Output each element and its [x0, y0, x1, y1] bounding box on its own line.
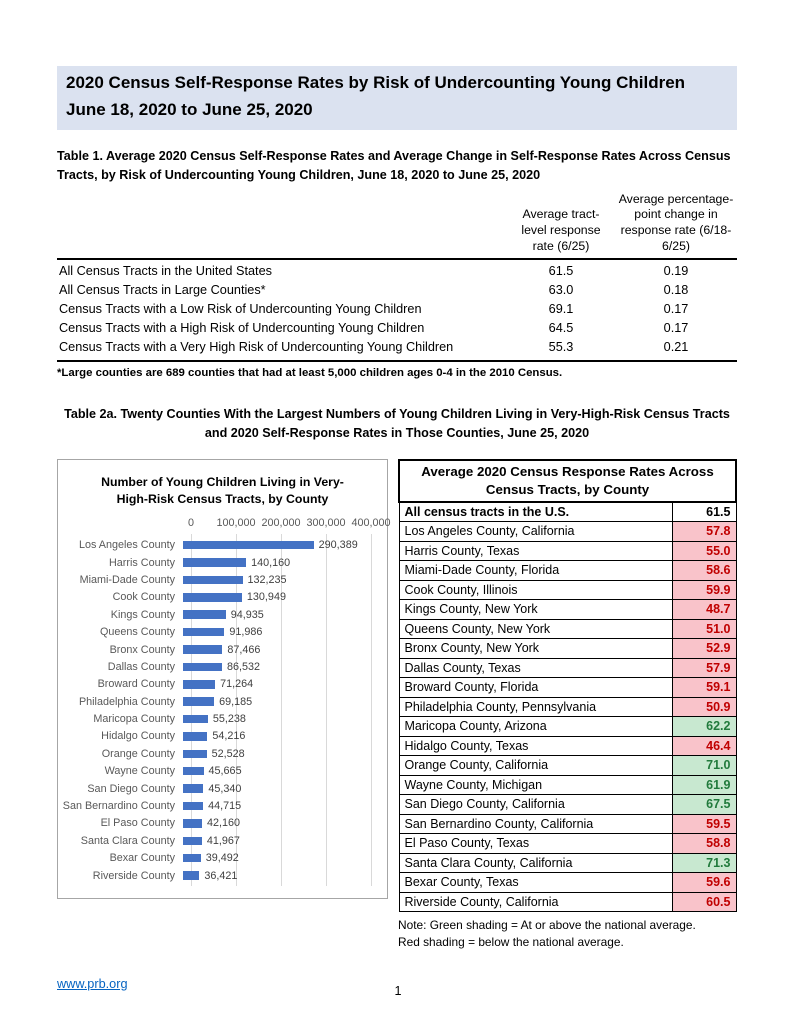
page-title-line-1: 2020 Census Self-Response Rates by Risk of Undercounting Young Children: [66, 73, 686, 92]
chart-row: [58, 623, 387, 640]
table-row: [57, 281, 737, 300]
page-number: 1: [394, 984, 402, 998]
county-rates-table: [398, 459, 737, 912]
rate-value: 55.3: [548, 339, 574, 354]
rate-value: 46.4: [672, 736, 736, 756]
chart-row: [58, 763, 387, 780]
rate-value: 61.5: [672, 502, 736, 522]
chart-category-label: Maricopa County: [93, 713, 175, 726]
table1-rows: [57, 260, 737, 362]
chart-row: [58, 589, 387, 606]
rate-value: 69.1: [548, 301, 574, 316]
page-title-line-2: June 18, 2020 to June 25, 2020: [66, 99, 313, 119]
rate-value: 60.5: [672, 892, 736, 912]
table-row: [399, 756, 736, 776]
chart-row: [58, 676, 387, 693]
chart-bar-track: [183, 589, 363, 606]
chart-bar: [183, 871, 199, 880]
row-label: Census Tracts with a Very High Risk of Undercounting Young Children: [59, 339, 454, 354]
table-row: [57, 338, 737, 357]
rate-value: 59.6: [672, 873, 736, 893]
chart-category-label: Hidalgo County: [101, 730, 175, 743]
table-row: [399, 814, 736, 834]
chart-bar: [183, 697, 214, 706]
change-value: 0.19: [663, 264, 689, 279]
chart-row: [58, 536, 387, 553]
row-label: Maricopa County, Arizona: [399, 717, 672, 737]
chart-value-label: 69,185: [219, 695, 253, 708]
axis-tick-label: 0: [187, 517, 195, 530]
chart-value-label: 41,967: [206, 834, 240, 847]
rate-value: 71.3: [672, 853, 736, 873]
chart-bar: [183, 802, 203, 811]
rate-value: 58.8: [672, 834, 736, 854]
table2a-caption: [57, 405, 737, 443]
table1-footnote: *Large counties are 689 counties that had at least 5,000 children ages 0-4 in the 2010 Census.: [57, 367, 563, 380]
chart-x-axis: [187, 517, 391, 531]
chart-bar-track: [183, 745, 363, 762]
chart-category-label: Santa Clara County: [80, 834, 175, 847]
us-total-row: [399, 502, 736, 522]
table-row: [399, 834, 736, 854]
chart-row: [58, 641, 387, 658]
chart-value-label: 45,665: [208, 765, 242, 778]
change-value: 0.21: [663, 339, 689, 354]
chart-row: [58, 850, 387, 867]
chart-bar-track: [183, 676, 363, 693]
chart-bar-track: [183, 763, 363, 780]
chart-bar: [183, 610, 226, 619]
chart-value-label: 55,238: [212, 713, 246, 726]
rate-value: 67.5: [672, 795, 736, 815]
chart-bar-track: [183, 797, 363, 814]
chart-value-label: 52,528: [211, 747, 245, 760]
chart-category-label: Kings County: [110, 608, 175, 621]
row-label: Dallas County, Texas: [399, 658, 672, 678]
row-label: Bexar County, Texas: [399, 873, 672, 893]
chart-bar-track: [183, 606, 363, 623]
chart-bar: [183, 819, 202, 828]
county-table-body: [399, 502, 736, 912]
table1-col1-header: Average tract-level response rate (6/25): [521, 207, 601, 254]
chart-row: [58, 693, 387, 710]
chart-category-label: Riverside County: [92, 869, 175, 882]
table-row: [399, 873, 736, 893]
chart-value-label: 39,492: [205, 852, 239, 865]
chart-bar: [183, 854, 201, 863]
row-label: San Diego County, California: [399, 795, 672, 815]
chart-row: [58, 867, 387, 884]
chart-value-label: 130,949: [246, 591, 286, 604]
row-label: Orange County, California: [399, 756, 672, 776]
row-label: Miami-Dade County, Florida: [399, 561, 672, 581]
table-row: [399, 600, 736, 620]
chart-category-label: Queens County: [99, 626, 175, 639]
chart-bar-track: [183, 780, 363, 797]
county-table-header-line-2: Census Tracts, by County: [485, 482, 650, 497]
row-label: Hidalgo County, Texas: [399, 736, 672, 756]
table-row: [399, 853, 736, 873]
chart-category-label: Miami-Dade County: [79, 573, 175, 586]
table-row: [399, 717, 736, 737]
chart-bar: [183, 767, 204, 776]
table-row: [399, 522, 736, 542]
chart-category-label: El Paso County: [100, 817, 175, 830]
table1-header-row: [57, 192, 737, 261]
chart-bar: [183, 680, 215, 689]
axis-tick-label: 300,000: [306, 517, 346, 530]
chart-bar-track: [183, 815, 363, 832]
chart-category-label: Los Angeles County: [78, 539, 175, 552]
row-label: Wayne County, Michigan: [399, 775, 672, 795]
table-row: [399, 580, 736, 600]
rate-value: 51.0: [672, 619, 736, 639]
chart-row: [58, 658, 387, 675]
chart-bar-track: [183, 658, 363, 675]
row-label: Santa Clara County, California: [399, 853, 672, 873]
chart-row: [58, 815, 387, 832]
chart-value-label: 132,235: [247, 573, 287, 586]
rate-value: 61.9: [672, 775, 736, 795]
chart-category-label: Bronx County: [109, 643, 175, 656]
chart-row: [58, 832, 387, 849]
chart-value-label: 71,264: [220, 678, 254, 691]
chart-bar-track: [183, 850, 363, 867]
rate-value: 48.7: [672, 600, 736, 620]
chart-bar: [183, 732, 207, 741]
chart-category-label: Cook County: [112, 591, 175, 604]
chart-value-label: 44,715: [208, 800, 242, 813]
table-row: [399, 892, 736, 912]
row-label: Harris County, Texas: [399, 541, 672, 561]
chart-bar-track: [183, 728, 363, 745]
chart-category-label: Philadelphia County: [78, 695, 175, 708]
chart-category-label: Bexar County: [109, 852, 175, 865]
table2a-caption-line-1: Table 2a. Twenty Counties With the Largest Numbers of Young Children Living in Very-High-Risk Census Tracts: [64, 407, 730, 422]
chart-row: [58, 745, 387, 762]
chart-rows: [58, 534, 387, 884]
rate-value: 50.9: [672, 697, 736, 717]
table-row: [399, 678, 736, 698]
chart-bar-track: [183, 832, 363, 849]
rate-value: 62.2: [672, 717, 736, 737]
row-label: Queens County, New York: [399, 619, 672, 639]
shading-note-line-1: Note: Green shading = At or above the national average.: [398, 918, 696, 933]
table-row: [399, 697, 736, 717]
chart-bar-track: [183, 693, 363, 710]
rate-value: 63.0: [548, 283, 574, 297]
table-row: [399, 795, 736, 815]
chart-value-label: 290,389: [318, 539, 358, 552]
table-row: [399, 736, 736, 756]
axis-tick-label: 100,000: [216, 517, 256, 530]
chart-value-label: 36,421: [204, 869, 238, 882]
chart-category-label: Harris County: [109, 556, 175, 569]
change-value: 0.17: [663, 301, 689, 316]
chart-bar: [183, 784, 203, 793]
table-row: [399, 619, 736, 639]
rate-value: 52.9: [672, 639, 736, 659]
chart-bar-track: [183, 536, 363, 553]
chart-bar-track: [183, 710, 363, 727]
row-label: Bronx County, New York: [399, 639, 672, 659]
row-label: El Paso County, Texas: [399, 834, 672, 854]
row-label: All census tracts in the U.S.: [399, 502, 672, 522]
rate-value: 57.9: [672, 658, 736, 678]
table-row: [399, 775, 736, 795]
table-row: [57, 300, 737, 319]
table-row: [399, 658, 736, 678]
chart-value-label: 54,216: [212, 730, 246, 743]
row-label: Broward County, Florida: [399, 678, 672, 698]
chart-category-label: Dallas County: [107, 660, 175, 673]
chart-row: [58, 780, 387, 797]
chart-bar: [183, 663, 222, 672]
rate-value: 58.6: [672, 561, 736, 581]
chart-bar-track: [183, 554, 363, 571]
shading-note-line-2: Red shading = below the national average.: [398, 935, 624, 950]
row-label: All Census Tracts in Large Counties*: [59, 283, 266, 297]
chart-value-label: 87,466: [227, 643, 261, 656]
change-value: 0.18: [663, 283, 689, 297]
chart-value-label: 45,340: [208, 782, 242, 795]
chart-title-line-1: Number of Young Children Living in Very-: [101, 475, 344, 490]
table-row: [399, 639, 736, 659]
chart-bar-track: [183, 571, 363, 588]
rate-value: 64.5: [548, 320, 574, 335]
chart-bar: [183, 558, 246, 567]
rate-value: 61.5: [548, 264, 574, 279]
row-label: Riverside County, California: [399, 892, 672, 912]
chart-bar: [183, 628, 224, 637]
chart-bar: [183, 593, 242, 602]
rate-value: 71.0: [672, 756, 736, 776]
row-label: San Bernardino County, California: [399, 814, 672, 834]
chart-row: [58, 728, 387, 745]
chart-category-label: Orange County: [101, 747, 175, 760]
row-label: Los Angeles County, California: [399, 522, 672, 542]
table-row: [399, 561, 736, 581]
chart-category-label: San Bernardino County: [62, 800, 175, 813]
chart-row: [58, 797, 387, 814]
chart-value-label: 140,160: [251, 556, 291, 569]
chart-bar: [183, 645, 222, 654]
chart-title: [58, 474, 387, 508]
rate-value: 57.8: [672, 522, 736, 542]
table-row: [399, 541, 736, 561]
rate-value: 59.9: [672, 580, 736, 600]
table1-col2-header: Average percentage-point change in response rate (6/18-6/25): [618, 191, 734, 254]
axis-tick-label: 400,000: [351, 517, 391, 530]
county-rates-panel: [398, 459, 737, 951]
chart-row: [58, 710, 387, 727]
row-label: Kings County, New York: [399, 600, 672, 620]
row-label: All Census Tracts in the United States: [59, 264, 272, 279]
county-table-header: [399, 460, 736, 502]
prb-website-link[interactable]: www.prb.org: [57, 976, 128, 991]
row-label: Philadelphia County, Pennsylvania: [399, 697, 672, 717]
row-label: Cook County, Illinois: [399, 580, 672, 600]
chart-bar-track: [183, 623, 363, 640]
chart-bar: [183, 715, 208, 724]
chart-category-label: Broward County: [97, 678, 175, 691]
axis-tick-label: 200,000: [261, 517, 301, 530]
rate-value: 59.1: [672, 678, 736, 698]
row-label: Census Tracts with a Low Risk of Undercounting Young Children: [59, 301, 422, 316]
shading-note: [398, 917, 737, 950]
table1-caption: Table 1. Average 2020 Census Self-Response Rates and Average Change in Self-Response Rates Across Census Tracts, by Risk of Undercounting Young Children, June 18, 2020 to June 25, 2020: [57, 148, 731, 182]
rate-value: 59.5: [672, 814, 736, 834]
chart-row: [58, 554, 387, 571]
chart-bar-track: [183, 867, 363, 884]
chart-value-label: 91,986: [229, 626, 263, 639]
chart-value-label: 94,935: [230, 608, 264, 621]
chart-bar: [183, 541, 314, 550]
chart-bar-track: [183, 641, 363, 658]
rate-value: 55.0: [672, 541, 736, 561]
chart-title-line-2: High-Risk Census Tracts, by County: [116, 492, 329, 507]
chart-row: [58, 606, 387, 623]
chart-bar: [183, 576, 243, 585]
chart-bar: [183, 837, 202, 846]
change-value: 0.17: [663, 320, 689, 335]
chart-value-label: 42,160: [206, 817, 240, 830]
chart-category-label: San Diego County: [87, 782, 175, 795]
table2a-caption-line-2: and 2020 Self-Response Rates in Those Counties, June 25, 2020: [204, 426, 590, 441]
chart-plot-area: [58, 534, 387, 896]
county-table-header-line-1: Average 2020 Census Response Rates Across: [421, 464, 714, 480]
two-column-area: [57, 459, 737, 951]
table-row: [57, 262, 737, 281]
table-row: [57, 319, 737, 338]
page-title: [57, 66, 737, 130]
bar-chart: [57, 459, 391, 899]
row-label: Census Tracts with a High Risk of Undercounting Young Children: [59, 320, 425, 335]
chart-category-label: Wayne County: [104, 765, 175, 778]
chart-row: [58, 571, 387, 588]
chart-bar: [183, 750, 207, 759]
chart-value-label: 86,532: [226, 660, 260, 673]
